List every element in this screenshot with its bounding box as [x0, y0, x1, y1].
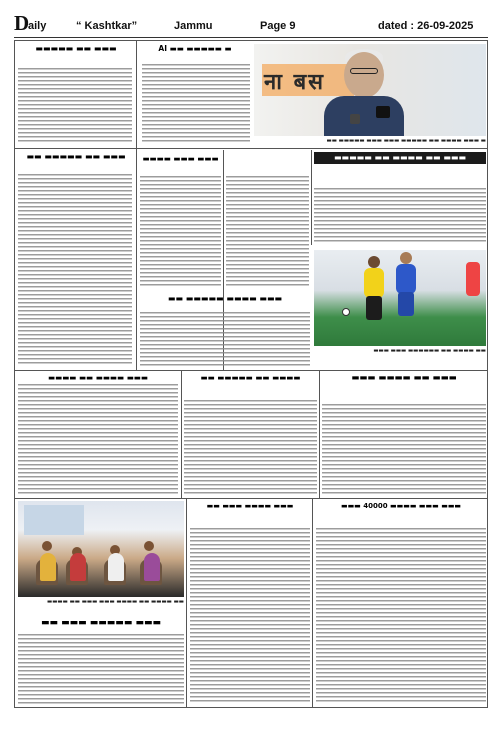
headline-right-dark: ▬▬▬ ▬▬ ▬▬▬▬ ▬▬ ▬▬▬▬▬: [314, 152, 486, 164]
column-rule: [181, 370, 182, 498]
column-rule: [312, 498, 313, 708]
article-text: [18, 384, 178, 494]
section-rule: [14, 498, 488, 499]
article-text: [314, 188, 486, 244]
football-photo: [314, 250, 486, 346]
column-rule: [319, 370, 320, 498]
headline-bottom-right: ▬▬▬ ▬▬▬ ▬▬▬▬ 40000 ▬▬▬: [340, 502, 462, 510]
article-text: [316, 528, 486, 704]
section-rule: [14, 148, 136, 149]
headline-lower-left: ▬▬▬ ▬▬▬▬ ▬▬ ▬▬▬▬: [48, 373, 148, 382]
headline-lower-center: ▬▬▬▬ ▬▬ ▬▬▬▬▬ ▬▬: [200, 373, 301, 382]
article-text: [190, 528, 310, 704]
masthead-initial: D: [14, 11, 30, 35]
football-photo-caption: ▬▬ ▬▬▬▬ ▬▬ ▬▬▬▬▬▬ ▬▬▬ ▬▬▬: [373, 348, 486, 354]
column-rule: [311, 150, 312, 245]
headline-top-center: ▬ ▬▬▬▬▬ ▬▬ AI: [158, 44, 232, 53]
article-text: [140, 176, 221, 288]
article-text: [18, 174, 132, 366]
article-text: [184, 400, 317, 494]
headline-bottom-left: ▬▬▬ ▬▬▬▬▬ ▬▬▬ ▬▬: [41, 618, 161, 628]
meeting-photo-caption: ▬▬ ▬▬▬▬ ▬▬ ▬▬▬▬ ▬▬▬ ▬▬▬ ▬▬ ▬▬▬▬: [47, 599, 184, 605]
headline-japan: ▬▬▬ ▬▬▬ ▬▬▬▬: [142, 154, 219, 163]
banner-text: ना बस: [264, 70, 326, 95]
page-number: Page 9: [260, 20, 296, 32]
article-text: [140, 312, 310, 366]
paper-name: “ Kashtkar”: [76, 20, 138, 32]
paper-city: Jammu: [174, 20, 213, 32]
speaker-photo-caption: ▬ ▬▬▬ ▬▬▬▬ ▬▬ ▬▬▬▬▬ ▬▬▬ ▬▬▬ ▬▬▬▬▬ ▬▬: [326, 138, 486, 144]
masthead-daily: aily: [28, 20, 47, 32]
article-text: [142, 64, 250, 142]
column-rule: [186, 498, 187, 708]
article-text: [18, 634, 184, 704]
headline-top-left: ▬▬▬ ▬▬ ▬▬▬▬▬: [35, 44, 117, 53]
headline-bottom-center: ▬▬▬ ▬▬▬▬ ▬▬▬ ▬▬: [206, 502, 294, 510]
section-rule: [14, 370, 488, 371]
meeting-photo: [18, 501, 184, 597]
masthead: [14, 11, 488, 38]
column-rule: [136, 40, 137, 370]
speaker-photo: [254, 44, 486, 136]
issue-date: dated : 26-09-2025: [378, 20, 474, 32]
section-rule: [136, 148, 488, 149]
headline-hyderabad: ▬▬▬ ▬▬▬▬ ▬▬▬▬▬ ▬▬: [167, 294, 283, 303]
article-text: [226, 176, 309, 288]
headline-left-2: ▬▬▬ ▬▬ ▬▬▬▬▬ ▬▬: [26, 152, 126, 161]
headline-lower-right: ▬▬▬ ▬▬ ▬▬▬▬ ▬▬▬: [351, 373, 457, 383]
article-text: [18, 68, 132, 144]
article-text: [322, 404, 486, 494]
